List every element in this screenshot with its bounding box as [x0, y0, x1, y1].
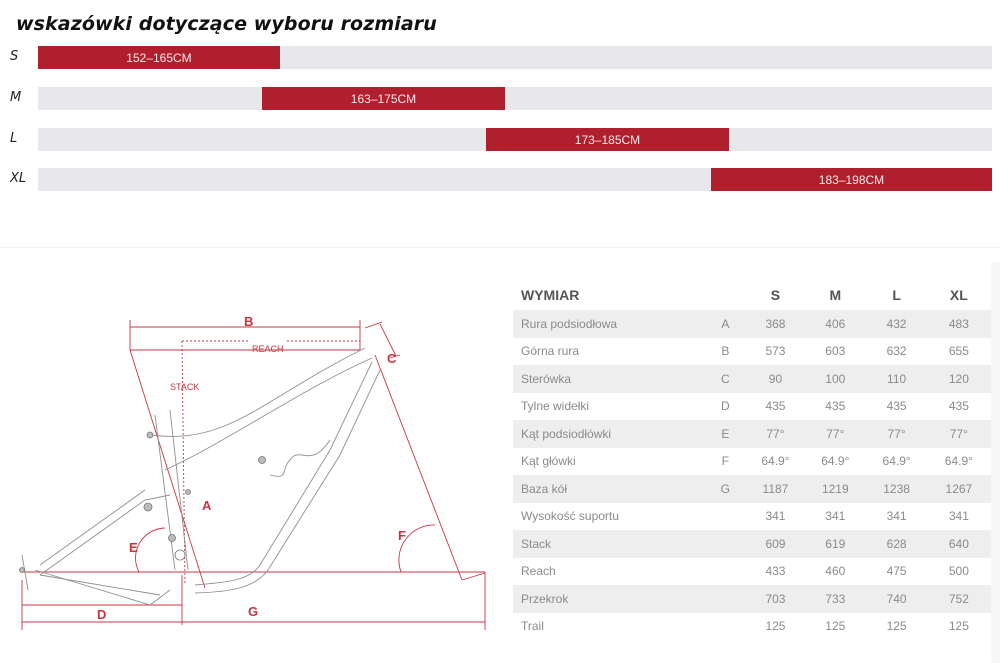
value-m: 406	[825, 316, 846, 331]
header-dimension: WYMIAR	[521, 287, 580, 303]
value-m: 435	[825, 399, 846, 414]
table-row	[513, 393, 991, 421]
table-row	[513, 558, 991, 586]
value-m: 733	[825, 591, 846, 606]
value-xl: 640	[948, 536, 969, 551]
value-l: 475	[886, 564, 907, 579]
height-range-bar: 173–185CM	[486, 128, 729, 151]
value-xl: 655	[948, 344, 969, 359]
value-m: 460	[825, 564, 846, 579]
header-size-xl: XL	[949, 287, 968, 303]
value-l: 77°	[887, 426, 906, 441]
row-code: B	[721, 344, 730, 359]
size-label: XL	[10, 171, 27, 186]
value-l: 110	[887, 371, 907, 386]
dim-label-f: F	[398, 528, 406, 543]
value-l: 628	[886, 536, 907, 551]
row-name: Stack	[521, 536, 552, 551]
value-l: 740	[886, 591, 907, 606]
value-m: 619	[825, 536, 846, 551]
value-l: 432	[886, 316, 907, 331]
value-xl: 752	[948, 591, 969, 606]
dim-label-stack: STACK	[170, 382, 200, 392]
value-l: 435	[886, 399, 907, 414]
row-name: Przekrok	[521, 591, 569, 606]
dim-label-e: E	[129, 540, 138, 555]
table-row	[513, 338, 991, 366]
size-label: L	[10, 131, 18, 146]
value-s: 341	[765, 509, 786, 524]
value-s: 368	[765, 316, 786, 331]
size-label: S	[10, 49, 19, 64]
value-s: 1187	[762, 481, 789, 496]
value-s: 77°	[766, 426, 785, 441]
value-s: 609	[765, 536, 786, 551]
size-row-s	[0, 46, 1000, 70]
table-row	[513, 475, 991, 503]
row-name: Rura podsiodłowa	[521, 316, 618, 331]
value-s: 573	[765, 344, 786, 359]
height-range-bar: 183–198CM	[711, 168, 992, 191]
dim-label-reach: REACH	[252, 344, 284, 354]
row-name: Tylne widełki	[521, 399, 590, 414]
dim-label-d: D	[97, 607, 107, 622]
table-row	[513, 365, 991, 393]
table-row	[513, 420, 991, 448]
row-name: Sterówka	[521, 371, 572, 386]
value-l: 1238	[883, 481, 910, 496]
value-xl: 435	[948, 399, 969, 414]
dim-label-a: A	[202, 498, 212, 513]
value-s: 433	[765, 564, 786, 579]
row-name: Reach	[521, 564, 556, 579]
row-code: F	[721, 454, 730, 469]
table-row	[513, 613, 991, 641]
header-size-s: S	[770, 287, 781, 303]
header-size-m: M	[829, 287, 842, 303]
table-row	[513, 503, 991, 531]
value-m: 1219	[821, 481, 849, 496]
dim-label-g: G	[248, 604, 259, 619]
value-xl: 77°	[949, 426, 968, 441]
size-guide-panel	[0, 0, 1000, 248]
value-s: 90	[768, 371, 783, 386]
value-xl: 500	[948, 564, 969, 579]
value-s: 703	[765, 591, 786, 606]
row-code: A	[721, 316, 730, 331]
value-m: 603	[825, 344, 846, 359]
value-m: 64.9°	[821, 454, 850, 469]
value-m: 125	[825, 619, 846, 634]
dim-label-c: C	[387, 351, 397, 366]
value-l: 64.9°	[882, 454, 911, 469]
frame-geometry-diagram	[0, 270, 500, 660]
height-range-bar: 152–165CM	[38, 46, 280, 69]
value-s: 125	[765, 619, 786, 634]
value-l: 341	[886, 509, 907, 524]
height-range-bar: 163–175CM	[262, 87, 505, 110]
value-m: 100	[825, 371, 846, 386]
page-title: wskazówki dotyczące wyboru rozmiaru	[16, 13, 437, 35]
row-name: Kąt główki	[521, 454, 576, 469]
geometry-table	[513, 280, 991, 640]
table-row	[513, 530, 991, 558]
row-code: G	[720, 481, 731, 496]
dim-label-b: B	[244, 314, 254, 329]
value-l: 125	[886, 619, 907, 634]
size-row-l	[0, 128, 1000, 152]
value-s: 64.9°	[761, 454, 790, 469]
value-xl: 120	[948, 371, 969, 386]
row-code: C	[721, 371, 730, 386]
row-name: Trail	[521, 619, 544, 634]
value-xl: 64.9°	[944, 454, 973, 469]
row-code: E	[721, 426, 730, 441]
size-row-m	[0, 87, 1000, 111]
value-xl: 341	[948, 509, 969, 524]
row-name: Wysokość suportu	[521, 509, 619, 524]
size-track	[38, 87, 992, 110]
value-xl: 483	[948, 316, 969, 331]
table-header	[513, 280, 991, 310]
value-xl: 125	[948, 619, 969, 634]
size-label: M	[10, 90, 22, 105]
table-row	[513, 310, 991, 338]
table-row	[513, 585, 991, 613]
header-size-l: L	[892, 287, 901, 303]
row-name: Górna rura	[521, 344, 580, 359]
row-name: Baza kół	[521, 481, 568, 496]
value-xl: 1267	[945, 481, 973, 496]
row-name: Kąt podsiodłówki	[521, 426, 612, 441]
value-m: 341	[825, 509, 846, 524]
value-s: 435	[765, 399, 786, 414]
row-code: D	[721, 399, 730, 414]
value-m: 77°	[826, 426, 845, 441]
table-row	[513, 448, 991, 476]
size-row-xl	[0, 168, 1000, 192]
value-l: 632	[886, 344, 907, 359]
panel-edge	[991, 262, 1000, 663]
